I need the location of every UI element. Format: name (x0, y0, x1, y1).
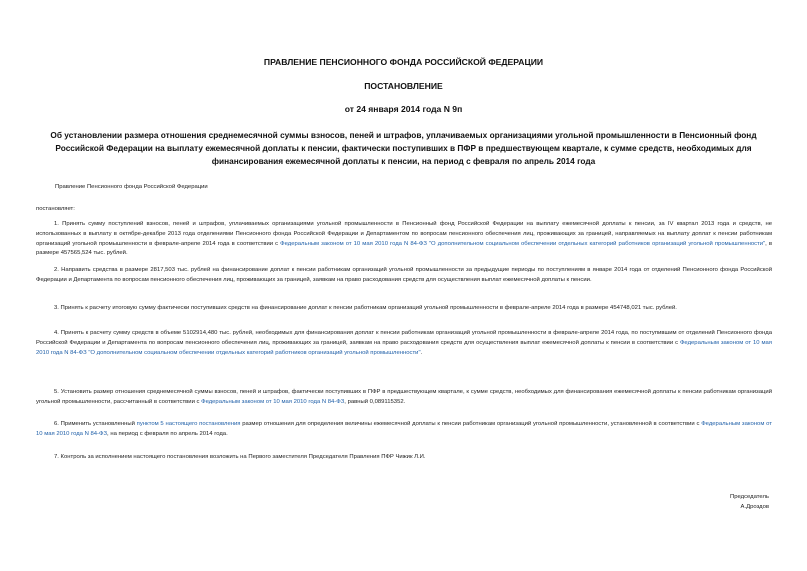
paragraph-7: 7. Контроль за исполнением настоящего постановления возложить на Первого заместителя Председателя Правления ПФР Чижик Л.И. (54, 454, 426, 460)
federal-law-link[interactable]: Федеральным законом от 10 мая 2010 года N 84-ФЗ (36, 421, 772, 437)
issuer-line: Правление Пенсионного фонда Российской Федерации (55, 184, 208, 190)
paragraph-6 (36, 420, 772, 440)
federal-law-link[interactable]: Федеральным законом от 10 мая 2010 года N 84-ФЗ "О дополнительном социальном обеспечении отдельных категорий работников организаций угольной промышленности" (280, 240, 766, 247)
point-5-link[interactable]: пунктом 5 настоящего постановления (136, 421, 241, 427)
resolves-line: постановляет: (36, 206, 75, 212)
paragraph-4-text-end: . (420, 349, 423, 356)
paragraph-1 (36, 220, 772, 259)
document-date-number: от 24 января 2014 года N 9п (344, 104, 463, 114)
document-title: Об установлении размера отношения среднемесячной суммы взносов, пеней и штрафов, уплачиваемых организациями угольной промышленности в Пенсионный фонд Российской Федерации на выплату ежемесячной доплаты к пенсии, фактически поступивших в ПФР в предшествующем квартале, к сумме средств, необходимых для финансирования ежемесячной доплаты к пенсии, на период с февраля по апрель 2014 года (50, 130, 757, 166)
federal-law-link[interactable]: Федеральным законом от 10 мая 2010 года N 84-ФЗ (201, 398, 345, 405)
paragraph-5 (36, 388, 772, 408)
signatory-name: А.Дроздов (740, 504, 769, 510)
document-type: ПОСТАНОВЛЕНИЕ (364, 81, 443, 91)
federal-law-link[interactable]: Федеральным законом от 10 мая 2010 года N 84-ФЗ "О дополнительном социальном обеспечении отдельных категорий работников организаций угольной промышленности" (36, 339, 772, 356)
paragraph-3: 3. Принять к расчету итоговую сумму фактически поступивших средств на финансирование доплат к пенсии работникам организаций угольной промышленности в феврале-апреле 2014 года в размере 454748,021 тыс. рублей. (54, 305, 677, 311)
paragraph-6-text-mid: размер отношения для определения величины ежемесячной доплаты к пенсии работникам организаций угольной промышленности, установленной в соответствии с (240, 421, 702, 427)
organization-header: ПРАВЛЕНИЕ ПЕНСИОННОГО ФОНДА РОССИЙСКОЙ ФЕДЕРАЦИИ (263, 57, 544, 67)
paragraph-2: 2. Направить средства в размере 2817,503 тыс. рублей на финансирование доплат к пенсии работникам организаций угольной промышленности за предыдущие периоды по поступлениям в январе 2014 года от отделений Пенсионного фонда Российской Федерации и Департамента по вопросам пенсионного обеспечения лиц, проживающих за границей, заявкам на право расходования средств для осуществления выплат ежемесячной доплаты к пенсии. (36, 267, 772, 283)
paragraph-1-text-end: , в размере 457565,524 тыс. рублей. (36, 240, 772, 257)
paragraph-4-text: 4. Принять к расчету сумму средств в объеме 5102914,480 тыс. рублей, необходимых для финансирования доплат к пенсии работникам организаций угольной промышленности в феврале-апреле 2014 года, по поступившим от отделений Пенсионного фонда Российской Федерации и Департамента по вопросам пенсионного обеспечения лиц, проживающих за границей, заявкам на право расходования средств для осуществления выплат ежемесячной доплаты к пенсии в соответствии с (36, 330, 772, 346)
paragraph-4 (36, 329, 772, 358)
paragraph-5-text-end: , равный 0,089115352. (344, 398, 406, 405)
paragraph-6-text: 6. Применить установленный (54, 421, 137, 427)
paragraph-6-text-end: , на период с февраля по апрель 2014 года. (107, 430, 228, 437)
paragraph-5-text: 5. Установить размер отношения среднемесячной суммы взносов, пеней и штрафов, фактически поступивших в ПФР в предшествующем квартале, к сумме средств, необходимых для финансирования ежемесячной доплаты к пенсии работникам организаций угольной промышленности, рассчитанный в соответствии с (36, 389, 772, 405)
paragraph-1-text: 1. Принять сумму поступлений взносов, пеней и штрафов, уплачиваемых организациями угольной промышленности в Пенсионный фонд Российской Федерации на выплату ежемесячной доплаты к пенсии, за IV квартал 2013 года и средств, не использованных в выплату в октябре-декабре 2013 года отделениями Пенсионного фонда Российской Федерации и Департаментом по вопросам пенсионного обеспечения лиц, проживающих за границей, направляемых на выплату доплат к пенсии работникам организаций угольной промышленности в феврале-апреле 2014 года в соответствии с (36, 221, 772, 247)
signatory-position: Председатель (730, 494, 769, 500)
